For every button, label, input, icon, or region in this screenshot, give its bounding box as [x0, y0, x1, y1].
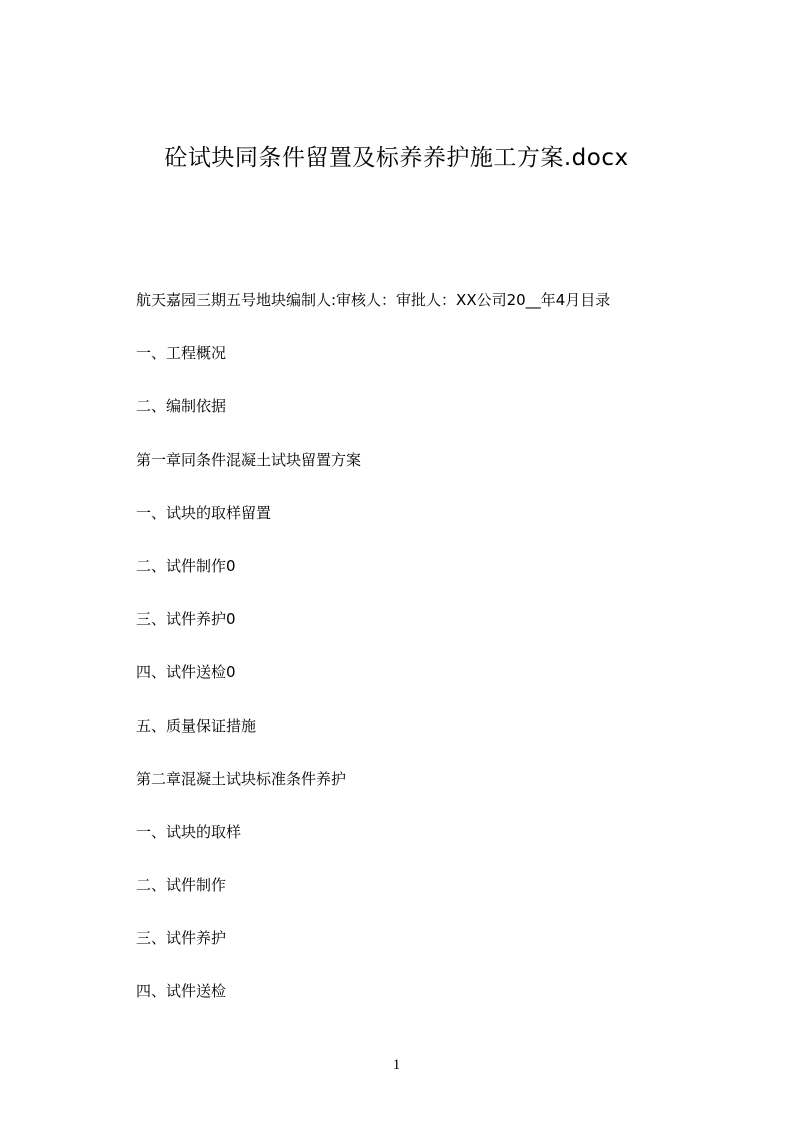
toc-line: 第二章混凝土试块标准条件养护: [136, 769, 347, 788]
table-of-contents: [136, 289, 696, 1034]
toc-line: 二、编制依据: [136, 397, 227, 416]
toc-line: 一、试块的取样留置: [136, 503, 272, 522]
document-title: 砼试块同条件留置及标养养护施工方案.docx: [164, 145, 629, 171]
toc-line: 二、试件制作0: [136, 556, 236, 575]
toc-line: 五、质量保证措施: [136, 716, 257, 735]
toc-line: 四、试件送检0: [136, 663, 236, 682]
toc-line: 第一章同条件混凝土试块留置方案: [136, 450, 362, 469]
toc-line: 三、试件养护: [136, 929, 227, 948]
toc-line: 二、试件制作: [136, 876, 227, 895]
toc-line: 三、试件养护0: [136, 610, 236, 629]
toc-line: 航天嘉园三期五号地块编制人:审核人：审批人：XX公司20__年4月目录: [136, 291, 611, 309]
toc-line: 四、试件送检: [136, 982, 227, 1001]
page-number: 1: [392, 1057, 401, 1073]
toc-line: 一、试块的取样: [136, 822, 242, 841]
toc-line: 一、工程概况: [136, 344, 227, 363]
